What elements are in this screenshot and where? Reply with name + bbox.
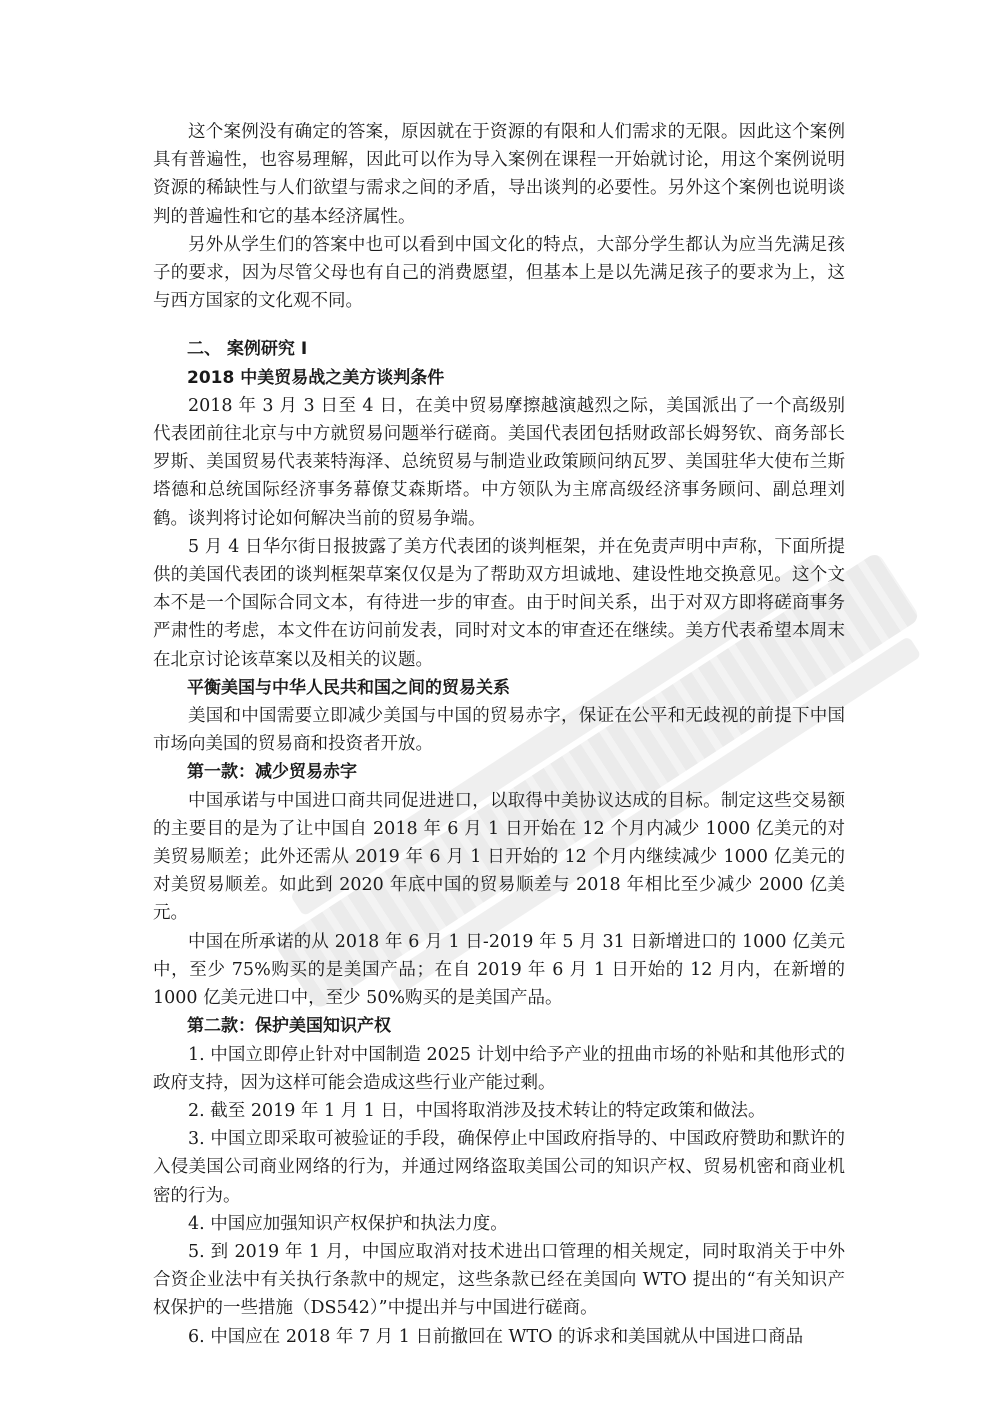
framework-title: 平衡美国与中华人民共和国之间的贸易关系 — [187, 677, 510, 698]
clause-1-paragraph-1: 中国承诺与中国进口商共同促进进口，以取得中美协议达成的目标。制定这些交易额的主要目的是为了让中国自 2018 年 6 月 1 日开始在 12 个月内减少 1000 亿美元的对美贸易顺差；此外还需从 2019 年 6 月 1 日开始的 12 个月内继续减少 1000 亿美元的对美贸易顺差。如此到 2020 年底中国的贸易顺差与 2018 年相比至少减少 2000 亿美元。 — [153, 790, 845, 924]
document-page — [153, 118, 845, 1351]
clause-2-item-2: 2. 截至 2019 年 1 月 1 日，中国将取消涉及技术转让的特定政策和做法。 — [188, 1100, 766, 1121]
clause-2-item-4: 4. 中国应加强知识产权保护和执法力度。 — [188, 1213, 508, 1234]
case-paragraph-2: 5 月 4 日华尔街日报披露了美方代表团的谈判框架，并在免责声明中声称，下面所提供的美国代表团的谈判框架草案仅仅是为了帮助双方坦诚地、建设性地交换意见。这个文本不是一个国际合同文本，有待进一步的审查。由于时间关系，出于对双方即将磋商事务严肃性的考虑，本文件在访问前发表，同时对文本的审查还在继续。美方代表希望本周末在北京讨论该草案以及相关的议题。 — [153, 536, 845, 670]
clause-2-item-3: 3. 中国立即采取可被验证的手段，确保停止中国政府指导的、中国政府赞助和默许的入侵美国公司商业网络的行为，并通过网络盗取美国公司的知识产权、贸易机密和商业机密的行为。 — [153, 1129, 845, 1206]
clause-2-heading: 第二款：保护美国知识产权 — [187, 1016, 391, 1037]
intro-paragraph-1: 这个案例没有确定的答案，原因就在于资源的有限和人们需求的无限。因此这个案例具有普遍性，也容易理解，因此可以作为导入案例在课程一开始就讨论，用这个案例说明资源的稀缺性与人们欲望与需求之间的矛盾，导出谈判的必要性。另外这个案例也说明谈判的普遍性和它的基本经济属性。 — [153, 122, 845, 227]
clause-1-heading: 第一款：减少贸易赤字 — [187, 762, 357, 783]
clause-1-paragraph-2: 中国在所承诺的从 2018 年 6 月 1 日-2019 年 5 月 31 日新增进口的 1000 亿美元中，至少 75%购买的是美国产品；在自 2019 年 6 月 1 日开始的 12 月内，在新增的 1000 亿美元进口中，至少 50%购买的是美国产品。 — [153, 931, 845, 1009]
section-heading: 二、 案例研究 I — [187, 339, 308, 360]
intro-paragraph-2: 另外从学生们的答案中也可以看到中国文化的特点，大部分学生都认为应当先满足孩子的要求，因为尽管父母也有自己的消费愿望，但基本上是以先满足孩子的要求为上，这与西方国家的文化观不同。 — [153, 234, 845, 312]
clause-2-item-6: 6. 中国应在 2018 年 7 月 1 日前撤回在 WTO 的诉求和美国就从中国进口商品 — [188, 1326, 804, 1347]
framework-intro: 美国和中国需要立即减少美国与中国的贸易赤字，保证在公平和无歧视的前提下中国市场向美国的贸易商和投资者开放。 — [153, 706, 845, 755]
case-paragraph-1: 2018 年 3 月 3 日至 4 日，在美中贸易摩擦越演越烈之际，美国派出了一个高级别代表团前往北京与中方就贸易问题举行磋商。美国代表团包括财政部长姆努钦、商务部长罗斯、美国贸易代表莱特海泽、总统贸易与制造业政策顾问纳瓦罗、美国驻华大使布兰斯塔德和总统国际经济事务幕僚艾森斯塔。中方领队为主席高级经济事务顾问、副总理刘鹤。谈判将讨论如何解决当前的贸易争端。 — [153, 395, 845, 529]
case-title: 2018 中美贸易战之美方谈判条件 — [187, 367, 445, 388]
clause-2-item-1: 1. 中国立即停止针对中国制造 2025 计划中给予产业的扭曲市场的补贴和其他形式的政府支持，因为这样可能会造成这些行业产能过剩。 — [153, 1044, 845, 1093]
clause-2-item-5: 5. 到 2019 年 1 月，中国应取消对技术进出口管理的相关规定，同时取消关于中外合资企业法中有关执行条款中的规定，这些条款已经在美国向 WTO 提出的“有关知识产权保护的一些措施（DS542）”中提出并与中国进行磋商。 — [153, 1241, 845, 1319]
